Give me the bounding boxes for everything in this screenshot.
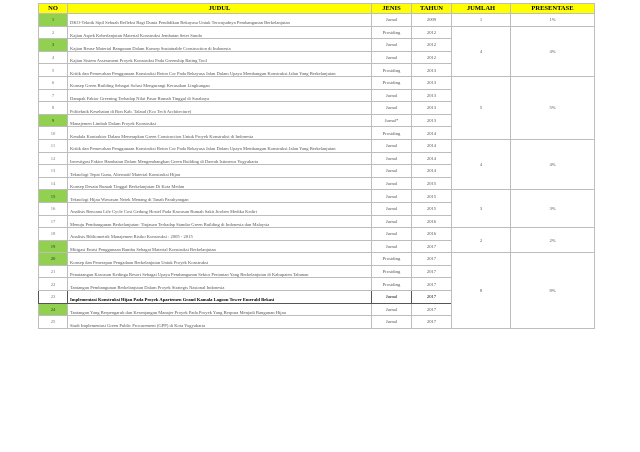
type-cell[interactable]: Jurnal — [372, 228, 412, 241]
row-number-cell[interactable]: 3 — [39, 39, 68, 52]
table-row — [39, 228, 595, 241]
type-cell[interactable]: Jurnal — [372, 89, 412, 102]
count-cell[interactable]: 4 — [452, 26, 511, 76]
year-cell[interactable]: 2009 — [412, 14, 452, 27]
title-cell[interactable]: Analisis Rencana Life Cycle Cost Gedung Hostel Pada Kawasan Rumah Sakit Jiroben Medika Kediri — [68, 202, 372, 215]
title-cell[interactable]: Dampak Faktor Greening Terhadap Nilai Pasar Rumah Tinggal di Surabaya — [68, 89, 372, 102]
row-number-cell[interactable]: 14 — [39, 177, 68, 190]
type-cell[interactable]: Jurnal — [372, 177, 412, 190]
year-cell[interactable]: 2014 — [412, 127, 452, 140]
year-cell[interactable]: 2013 — [412, 114, 452, 127]
table-row — [39, 190, 595, 203]
type-cell[interactable]: Jurnal — [372, 316, 412, 329]
year-cell[interactable]: 2016 — [412, 228, 452, 241]
year-cell[interactable]: 2013 — [412, 64, 452, 77]
row-number-cell[interactable]: 21 — [39, 265, 68, 278]
year-cell[interactable]: 2017 — [412, 278, 452, 291]
year-cell[interactable]: 2013 — [412, 76, 452, 89]
year-cell[interactable]: 2015 — [412, 202, 452, 215]
year-cell[interactable]: 2013 — [412, 102, 452, 115]
year-cell[interactable]: 2014 — [412, 165, 452, 178]
percentage-cell[interactable]: 3% — [511, 190, 595, 228]
table-row — [39, 76, 595, 89]
count-cell[interactable]: 3 — [452, 190, 511, 228]
title-cell[interactable]: Penataangan Kawasan Kedinga Resort Sebagai Upaya Pembangunan Sektor Pertanian Yang Berkelanjutan di Kabupaten Tabanan — [68, 265, 372, 278]
title-cell[interactable]: Investigasi Faktor Hambatan Dalam Mengembangkan Green Building di Daerah Istimewa Yogyakarta — [68, 152, 372, 165]
row-number-cell[interactable]: 25 — [39, 316, 68, 329]
count-cell[interactable]: 2 — [452, 228, 511, 253]
type-cell[interactable]: Jurnal — [372, 165, 412, 178]
table-row — [39, 26, 595, 39]
percentage-cell[interactable]: 5% — [511, 76, 595, 139]
year-cell[interactable]: 2017 — [412, 291, 452, 304]
type-cell[interactable]: Jurnal — [372, 139, 412, 152]
title-cell[interactable]: Teknologi Hijau Wawasan Netek Menang di Tanah Parahyangan — [68, 190, 372, 203]
table-body — [39, 14, 595, 329]
count-cell[interactable]: 5 — [452, 76, 511, 139]
row-number-cell[interactable]: 13 — [39, 165, 68, 178]
year-cell[interactable]: 2017 — [412, 253, 452, 266]
title-cell[interactable]: Kajian Reuse Material Bangunan Dalam Konsep Sustainable Construction di Indonesia — [68, 39, 372, 52]
header-tahun[interactable]: TAHUN — [412, 4, 452, 14]
publication-table — [38, 3, 595, 329]
row-number-cell[interactable]: 2 — [39, 26, 68, 39]
row-number-cell[interactable]: 5 — [39, 64, 68, 77]
type-cell[interactable]: Jurnal — [372, 152, 412, 165]
type-cell[interactable]: Jurnal — [372, 303, 412, 316]
type-cell[interactable]: Prosiding — [372, 253, 412, 266]
row-number-cell[interactable]: 15 — [39, 190, 68, 203]
type-cell[interactable]: Prosiding — [372, 64, 412, 77]
title-cell[interactable]: Mitigasi Emisi Penggunaan Bambu Sebagai Material Konstruksi Berkelanjutan — [68, 240, 372, 253]
row-number-cell[interactable]: 4 — [39, 51, 68, 64]
row-number-cell[interactable]: 16 — [39, 202, 68, 215]
count-cell[interactable]: 1 — [452, 14, 511, 27]
row-number-cell[interactable]: 24 — [39, 303, 68, 316]
header-row — [39, 4, 595, 14]
year-cell[interactable]: 2015 — [412, 190, 452, 203]
title-cell[interactable]: Kritik dan Pemecahan Penggunaan Konstruksi Beton Cor Pada Rekayasa Jalan Dalam Upaya Membangun Konstruksi Jalan Yang Berkelanjutan — [68, 64, 372, 77]
type-cell[interactable]: Prosiding — [372, 265, 412, 278]
year-cell[interactable]: 2017 — [412, 316, 452, 329]
title-cell[interactable]: Konsep Green Building Sebagai Solusi Mengurangi Kerusakan Lingkungan — [68, 76, 372, 89]
header-judul[interactable]: JUDUL — [68, 4, 372, 14]
row-number-cell[interactable]: 18 — [39, 228, 68, 241]
year-cell[interactable]: 2014 — [412, 139, 452, 152]
header-no[interactable]: NO — [39, 4, 68, 14]
row-number-cell[interactable]: 1 — [39, 14, 68, 27]
title-cell[interactable]: DKO-Teknik Sipil Sebuah Refleksi Bagi Dunia Pendidikan Rekayasa Untuk Terwujudnya Pembangunan Berkelanjutan — [68, 14, 372, 27]
row-number-cell[interactable]: 20 — [39, 253, 68, 266]
year-cell[interactable]: 2017 — [412, 265, 452, 278]
type-cell[interactable]: Jurnal — [372, 240, 412, 253]
row-number-cell[interactable]: 9 — [39, 114, 68, 127]
table-row — [39, 14, 595, 27]
type-cell[interactable]: Prosiding — [372, 76, 412, 89]
row-number-cell[interactable]: 19 — [39, 240, 68, 253]
row-number-cell[interactable]: 8 — [39, 102, 68, 115]
table-row — [39, 253, 595, 266]
percentage-cell[interactable]: 4% — [511, 26, 595, 76]
row-number-cell[interactable]: 12 — [39, 152, 68, 165]
row-number-cell[interactable]: 7 — [39, 89, 68, 102]
title-cell[interactable]: Kritik dan Pemecahan Penggunaan Konstruksi Beton Cor Pada Rekayasa Jalan Dalam Upaya Membangun Konstruksi Jalan Yang Berkelanjutan — [68, 139, 372, 152]
percentage-cell[interactable]: 4% — [511, 139, 595, 189]
count-cell[interactable]: 8 — [452, 253, 511, 329]
year-cell[interactable]: 2012 — [412, 51, 452, 64]
year-cell[interactable]: 2012 — [412, 26, 452, 39]
row-number-cell[interactable]: 10 — [39, 127, 68, 140]
year-cell[interactable]: 2014 — [412, 152, 452, 165]
title-cell[interactable]: Analisis Bibliometrik Manajemen Risiko Konstruksi : 2005 - 2015 — [68, 228, 372, 241]
header-jenis[interactable]: JENIS — [372, 4, 412, 14]
percentage-cell[interactable]: 2% — [511, 228, 595, 253]
title-cell[interactable]: Teknologi Tepat Guna, Alternatif Material Konstruksi Hijau — [68, 165, 372, 178]
type-cell[interactable]: Jurnal — [372, 39, 412, 52]
percentage-cell[interactable]: 8% — [511, 253, 595, 329]
title-cell[interactable]: Kendala Kontraktor Dalam Menerapkan Green Construction Untuk Proyek Konstruksi di Indonesia — [68, 127, 372, 140]
year-cell[interactable]: 2016 — [412, 215, 452, 228]
type-cell[interactable]: Jurnal — [372, 14, 412, 27]
type-cell[interactable]: Prosiding — [372, 127, 412, 140]
row-number-cell[interactable]: 6 — [39, 76, 68, 89]
title-cell[interactable]: Kajian Aspek Keberlanjutan Material Konstruksi Jembatan Seier Sunda — [68, 26, 372, 39]
row-number-cell[interactable]: 22 — [39, 278, 68, 291]
header-jumlah[interactable]: JUMLAH — [452, 4, 511, 14]
title-cell[interactable]: Kajian Sistem Assessment Proyek Konstruksi Pada Greenship Rating Tool — [68, 51, 372, 64]
row-number-cell[interactable]: 23 — [39, 291, 68, 304]
year-cell[interactable]: 2017 — [412, 240, 452, 253]
title-cell[interactable]: Menuju Pembangunan Berkelanjutan: Tinjauan Terhadap Standar Green Building di Indonesia dan Malaysia — [68, 215, 372, 228]
row-number-cell[interactable]: 17 — [39, 215, 68, 228]
year-cell[interactable]: 2013 — [412, 89, 452, 102]
row-number-cell[interactable]: 11 — [39, 139, 68, 152]
type-cell[interactable]: Jurnal — [372, 202, 412, 215]
title-cell[interactable]: Tantangan Pembangunan Berkelanjutan Dalam Proyek Strategis Nasional Indonesia — [68, 278, 372, 291]
type-cell[interactable]: Jurnal — [372, 51, 412, 64]
year-cell[interactable]: 2017 — [412, 303, 452, 316]
type-cell[interactable]: Jurnal* — [372, 114, 412, 127]
title-cell[interactable]: Politeknik Kesehatan di Bon Kab. Talaud (Eco Tech Architecture) — [68, 102, 372, 115]
type-cell[interactable]: Jurnal — [372, 291, 412, 304]
title-cell[interactable]: Konsep Desain Rumah Tinggal Berkelanjutan Di Kota Medan — [68, 177, 372, 190]
year-cell[interactable]: 2012 — [412, 39, 452, 52]
count-cell[interactable]: 4 — [452, 139, 511, 189]
percentage-cell[interactable]: 1% — [511, 14, 595, 27]
header-presentase[interactable]: PRESENTASE — [511, 4, 595, 14]
type-cell[interactable]: Prosiding — [372, 26, 412, 39]
title-cell[interactable]: Studi Implementasi Green Public Procurement (GPP) di Kota Yogyakarta — [68, 316, 372, 329]
type-cell[interactable]: Jurnal — [372, 190, 412, 203]
title-cell[interactable]: Manajemen Limbah Dalam Proyek Konstruksi — [68, 114, 372, 127]
table-row — [39, 139, 595, 152]
year-cell[interactable]: 2015 — [412, 177, 452, 190]
type-cell[interactable]: Prosiding — [372, 278, 412, 291]
type-cell[interactable]: Jurnal — [372, 102, 412, 115]
title-cell[interactable]: Tantangan Yang Berpengaruh dan Kesenjangan Manajer Proyek Pada Proyek Yang Berpura Menjadi Bangunan Hijau — [68, 303, 372, 316]
type-cell[interactable]: Jurnal — [372, 215, 412, 228]
title-cell[interactable]: Konsep dan Penerapan Pengadaan Berkelanjutan Untuk Proyek Konstruksi — [68, 253, 372, 266]
title-cell[interactable]: Implementasi Konstruksi Hijau Pada Proyek Apartemen Grand Kamala Lagoon Tower Emerald Bekasi — [68, 291, 372, 304]
